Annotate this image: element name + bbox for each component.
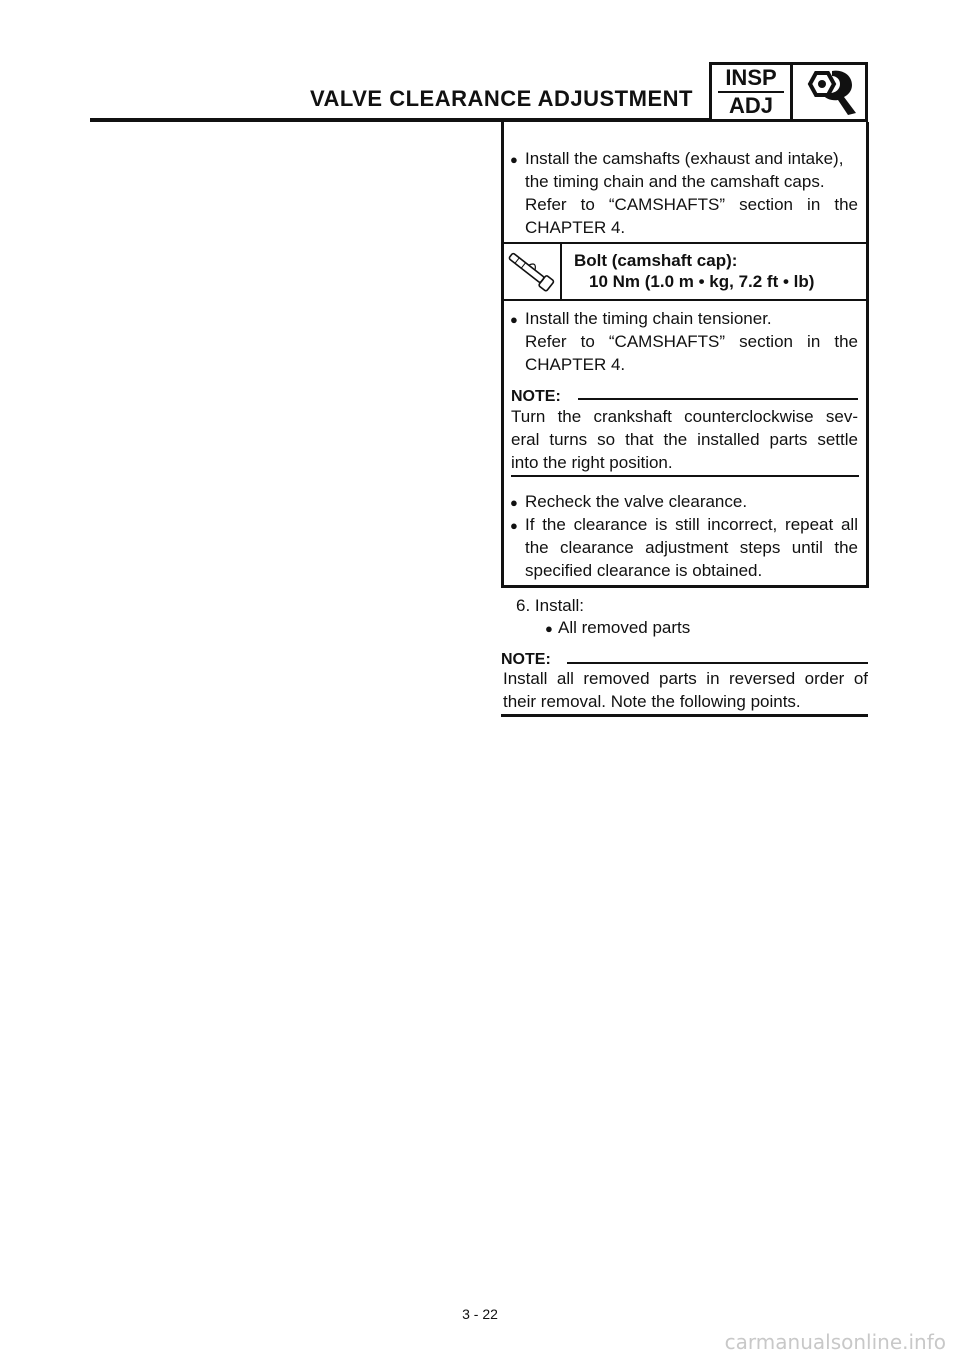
spec-divider (560, 243, 562, 301)
page-number: 3 - 22 (462, 1306, 498, 1322)
spec-top-rule (501, 242, 869, 244)
note-bottom-rule (511, 475, 859, 477)
bullet2-line3: CHAPTER 4. (525, 355, 626, 374)
note2-line1: Install all removed parts in reversed order of (503, 669, 868, 688)
bullet1-line1: Install the camshafts (exhaust and intake), (525, 149, 844, 168)
bullet4-line3: specified clearance is obtained. (525, 561, 763, 580)
note-label: NOTE: (511, 388, 561, 405)
bullet-dot: ● (510, 495, 518, 510)
spec-value: 10 Nm (1.0 m • kg, 7.2 ft • lb) (589, 272, 815, 291)
section-title: VALVE CLEARANCE ADJUSTMENT (310, 86, 693, 111)
note2-line2: their removal. Note the following points. (503, 692, 801, 711)
bullet1-line3: Refer to “CAMSHAFTS” section in the (525, 195, 858, 214)
note-line3: into the right position. (511, 453, 673, 472)
note2-label: NOTE: (501, 651, 551, 668)
bullet-dot: ● (510, 312, 518, 327)
badge-bottom-text: ADJ (728, 93, 773, 118)
note2-top-rule (567, 662, 868, 664)
bullet2-line2: Refer to “CAMSHAFTS” section in the (525, 332, 858, 351)
note-line1: Turn the crankshaft counterclockwise sev- (511, 407, 858, 426)
bullet-dot: ● (510, 518, 518, 533)
bullet4-line1: If the clearance is still incorrect, repeat all (525, 515, 858, 534)
watermark: carmanualsonline.info (724, 1330, 946, 1354)
bullet1-line4: CHAPTER 4. (525, 218, 626, 237)
badge-top-text: INSP (725, 65, 777, 90)
bullet1-line2: the timing chain and the camshaft caps. (525, 172, 825, 191)
step6-label: 6. Install: (516, 596, 585, 615)
note-top-rule (578, 398, 858, 400)
bullet-dot: ● (545, 621, 553, 636)
insp-adj-badge (709, 62, 868, 122)
bullet2-line1: Install the timing chain tensioner. (525, 309, 772, 328)
wrench-nut-icon (793, 65, 865, 119)
step6-item: All removed parts (558, 618, 691, 637)
badge-text (712, 65, 793, 119)
spec-bottom-rule (501, 299, 869, 301)
note-line2: eral turns so that the installed parts settle (511, 430, 858, 449)
note2-bottom-rule (501, 714, 868, 717)
spec-label: Bolt (camshaft cap): (574, 251, 738, 270)
bullet4-line2: the clearance adjustment steps until the (525, 538, 858, 557)
torque-wrench-icon (503, 246, 559, 298)
bullet3: Recheck the valve clearance. (525, 492, 748, 511)
bullet-dot: ● (510, 152, 518, 167)
